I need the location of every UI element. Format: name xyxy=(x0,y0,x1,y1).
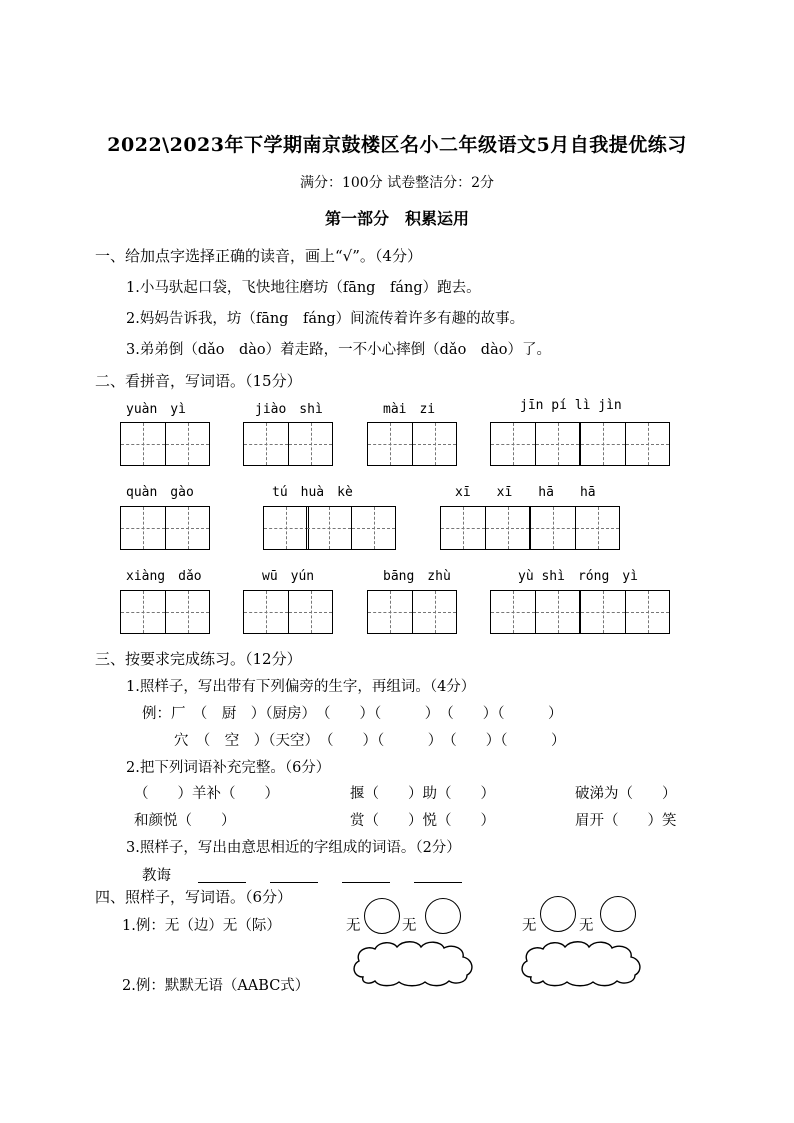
answer-circle[interactable] xyxy=(425,898,461,934)
pinyin-label: xī xī hā hā xyxy=(455,485,596,500)
writing-grid[interactable] xyxy=(490,590,580,634)
writing-grid[interactable] xyxy=(490,422,580,466)
wu-char: 无 xyxy=(522,918,537,934)
section1-heading: 一、给加点字选择正确的读音，画上“√”。（4分） xyxy=(95,247,422,265)
section3-q3: 3.照样子，写出由意思相近的字组成的词语。（2分） xyxy=(126,840,461,856)
writing-grid[interactable] xyxy=(120,506,210,550)
answer-circle[interactable] xyxy=(540,896,576,932)
answer-blank[interactable] xyxy=(198,864,246,883)
writing-grid[interactable] xyxy=(120,422,210,466)
idiom-fill: 揠（ ）助（ ） xyxy=(350,786,495,802)
writing-grid[interactable] xyxy=(440,506,530,550)
part-title: 第一部分 积累运用 xyxy=(324,209,469,228)
idiom-fill: 眉开（ ）笑 xyxy=(575,813,677,829)
pinyin-label: jīn pí lì jìn xyxy=(520,398,622,413)
pinyin-label: mài zi xyxy=(383,402,436,417)
section3-q1-row1: 例：厂 （ 厨 ）（厨房） （ ）（ ） （ ）（ ） xyxy=(142,706,563,722)
section4-q1: 1.例：无（边）无（际） xyxy=(122,918,281,934)
section3-q2: 2.把下列词语补充完整。（6分） xyxy=(126,760,331,776)
answer-blank[interactable] xyxy=(414,864,462,883)
pinyin-label: wū yún xyxy=(262,569,315,584)
answer-circle[interactable] xyxy=(364,898,400,934)
pinyin-label: jiào shì xyxy=(255,402,323,417)
page-title: 2022\2023年下学期南京鼓楼区名小二年级语文5月自我提优练习 xyxy=(107,134,687,156)
pinyin-label: yù shì róng yì xyxy=(518,569,638,584)
section3-q3-example: 教诲 xyxy=(142,868,171,884)
writing-grid[interactable] xyxy=(530,506,620,550)
writing-grid[interactable] xyxy=(263,506,309,550)
pinyin-label: xiàng dǎo xyxy=(126,569,202,584)
section4-q2: 2.例：默默无语（AABC式） xyxy=(122,978,310,994)
cloud-answer-box[interactable] xyxy=(349,937,481,987)
cloud-answer-box[interactable] xyxy=(517,937,649,987)
section3-heading: 三、按要求完成练习。（12分） xyxy=(95,650,302,668)
wu-char: 无 xyxy=(579,918,594,934)
writing-grid[interactable] xyxy=(306,506,396,550)
section2-heading: 二、看拼音，写词语。（15分） xyxy=(95,372,302,390)
writing-grid[interactable] xyxy=(243,590,333,634)
pinyin-label: yuàn yì xyxy=(126,402,186,417)
section1-item-3: 3.弟弟倒（dǎo dào）着走路，一不小心摔倒（dǎo dào）了。 xyxy=(126,342,551,358)
writing-grid[interactable] xyxy=(367,590,457,634)
section4-heading: 四、照样子，写词语。（6分） xyxy=(95,888,293,906)
answer-blank[interactable] xyxy=(342,864,390,883)
writing-grid[interactable] xyxy=(580,590,670,634)
answer-circle[interactable] xyxy=(600,896,636,932)
idiom-fill: （ ）羊补（ ） xyxy=(134,786,279,802)
pinyin-label: quàn gào xyxy=(126,485,194,500)
score-info: 满分：100分 试卷整洁分：2分 xyxy=(299,175,495,191)
writing-grid[interactable] xyxy=(243,422,333,466)
idiom-fill: 赏（ ）悦（ ） xyxy=(350,813,495,829)
section3-q1: 1.照样子，写出带有下列偏旁的生字，再组词。（4分） xyxy=(126,679,476,695)
pinyin-label: bāng zhù xyxy=(383,569,451,584)
pinyin-label: tú huà kè xyxy=(272,485,353,500)
wu-char: 无 xyxy=(346,918,361,934)
section1-item-2: 2.妈妈告诉我，坊（fāng fáng）间流传着许多有趣的故事。 xyxy=(126,311,525,327)
idiom-fill: 破涕为（ ） xyxy=(575,786,677,802)
writing-grid[interactable] xyxy=(580,422,670,466)
writing-grid[interactable] xyxy=(120,590,210,634)
section1-item-1: 1.小马驮起口袋，飞快地往磨坊（fāng fáng）跑去。 xyxy=(126,280,481,296)
wu-char: 无 xyxy=(402,918,417,934)
idiom-fill: 和颜悦（ ） xyxy=(134,813,236,829)
writing-grid[interactable] xyxy=(367,422,457,466)
section3-q1-row2: 穴 （ 空 ）（天空） （ ）（ ） （ ）（ ） xyxy=(174,733,566,749)
answer-blank[interactable] xyxy=(270,864,318,883)
